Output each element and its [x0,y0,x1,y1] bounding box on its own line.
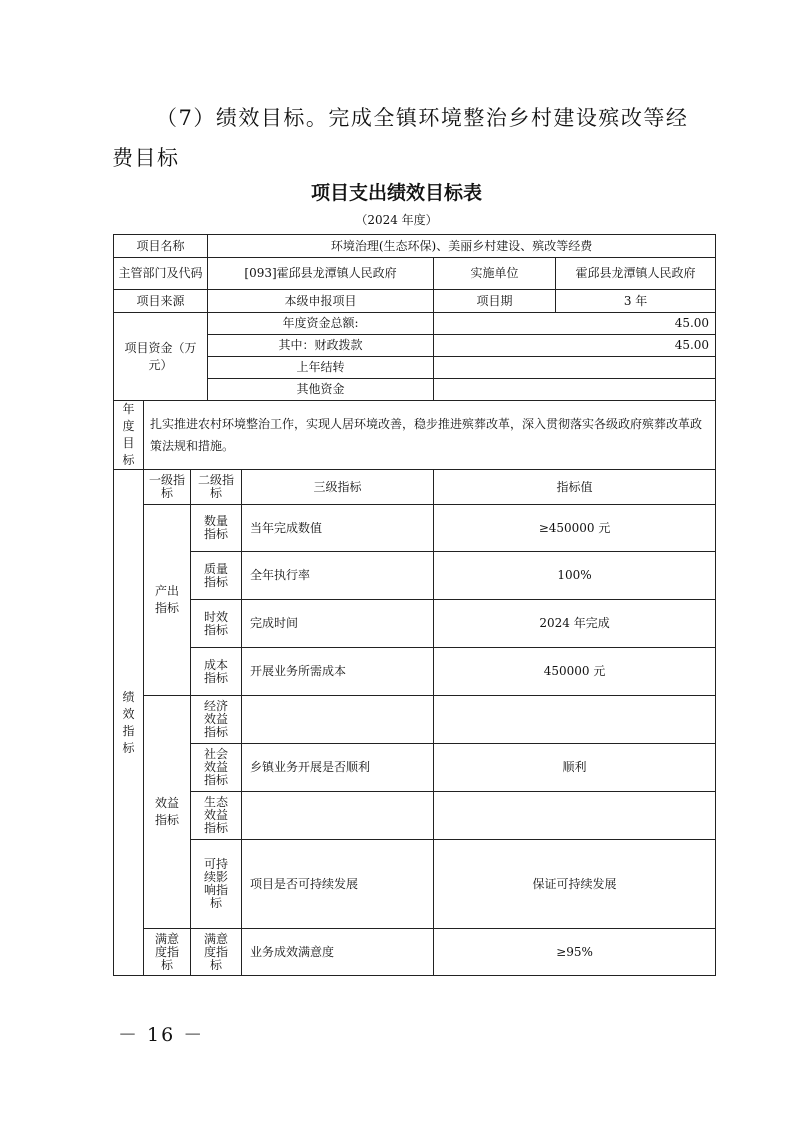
source-label: 项目来源 [114,290,208,313]
satisfaction-indicator-label: 满意度指标 [144,929,191,976]
level2-cell: 满意度指标 [191,929,242,976]
header-level1: 一级指标 [144,470,191,505]
table-row [114,744,716,792]
row-indicator-header [114,470,716,505]
level3-cell: 业务成效满意度 [242,929,434,976]
table-row [114,552,716,600]
performance-target-table [113,234,716,976]
dept-value: [093]霍邱县龙潭镇人民政府 [208,258,434,290]
row-objective [114,401,716,470]
value-cell: 100% [434,552,716,600]
level2-cell: 时效指标 [191,600,242,648]
period-value: 3 年 [556,290,716,313]
funds-carryover-value [434,357,716,379]
objective-text: 扎实推进农村环境整治工作，实现人居环境改善，稳步推进殡葬改革，深入贯彻落实各级政府殡葬改革政策法规和措施。 [144,401,716,470]
value-cell: 450000 元 [434,648,716,696]
value-cell: ≥450000 元 [434,505,716,552]
level3-cell: 乡镇业务开展是否顺利 [242,744,434,792]
level3-cell: 项目是否可持续发展 [242,840,434,929]
level2-cell: 社会效益指标 [191,744,242,792]
indicators-label: 绩效指标 [114,470,144,976]
row-source [114,290,716,313]
funds-total-value: 45.00 [434,313,716,335]
objective-label: 年度目标 [114,401,144,470]
impl-value: 霍邱县龙潭镇人民政府 [556,258,716,290]
table-subtitle: （2024 年度） [355,213,438,227]
period-label: 项目期 [434,290,556,313]
funds-label: 项目资金（万元） [114,313,208,401]
value-cell [434,696,716,744]
level2-cell: 生态效益指标 [191,792,242,840]
funds-fiscal-label: 其中：财政拨款 [208,335,434,357]
row-department [114,258,716,290]
intro-paragraph [112,98,702,178]
benefit-indicator-label: 效益指标 [144,696,191,929]
table-row [114,840,716,929]
level3-cell: 开展业务所需成本 [242,648,434,696]
table-row [114,505,716,552]
value-cell: 2024 年完成 [434,600,716,648]
level2-cell: 经济效益指标 [191,696,242,744]
level3-cell: 当年完成数值 [242,505,434,552]
funds-other-label: 其他资金 [208,379,434,401]
value-cell [434,792,716,840]
table-row [114,648,716,696]
level2-cell: 可持续影响指标 [191,840,242,929]
table-row [114,696,716,744]
funds-other-value [434,379,716,401]
table-row [114,929,716,976]
header-level2: 二级指标 [191,470,242,505]
value-cell: ≥95% [434,929,716,976]
project-name-value: 环境治理(生态环保)、美丽乡村建设、殡改等经费 [208,235,716,258]
funds-total-label: 年度资金总额: [208,313,434,335]
level3-cell: 全年执行率 [242,552,434,600]
funds-carryover-label: 上年结转 [208,357,434,379]
output-indicator-label: 产出指标 [144,505,191,696]
page-number: － 16 － [118,1024,205,1046]
level3-cell: 完成时间 [242,600,434,648]
value-cell: 顺利 [434,744,716,792]
value-cell: 保证可持续发展 [434,840,716,929]
header-level3: 三级指标 [242,470,434,505]
level2-cell: 质量指标 [191,552,242,600]
level3-cell [242,696,434,744]
dept-label: 主管部门及代码 [114,258,208,290]
table-title: 项目支出绩效目标表 [310,182,482,204]
impl-label: 实施单位 [434,258,556,290]
header-value: 指标值 [434,470,716,505]
row-project-name [114,235,716,258]
project-name-label: 项目名称 [114,235,208,258]
level2-cell: 成本指标 [191,648,242,696]
source-value: 本级申报项目 [208,290,434,313]
funds-fiscal-value: 45.00 [434,335,716,357]
table-row [114,600,716,648]
row-funds-total [114,313,716,335]
intro-line-2: 费目标 [112,146,180,170]
level3-cell [242,792,434,840]
table-row [114,792,716,840]
intro-line-1: （7）绩效目标。完成全镇环境整治乡村建设殡改等经 [156,106,689,130]
level2-cell: 数量指标 [191,505,242,552]
